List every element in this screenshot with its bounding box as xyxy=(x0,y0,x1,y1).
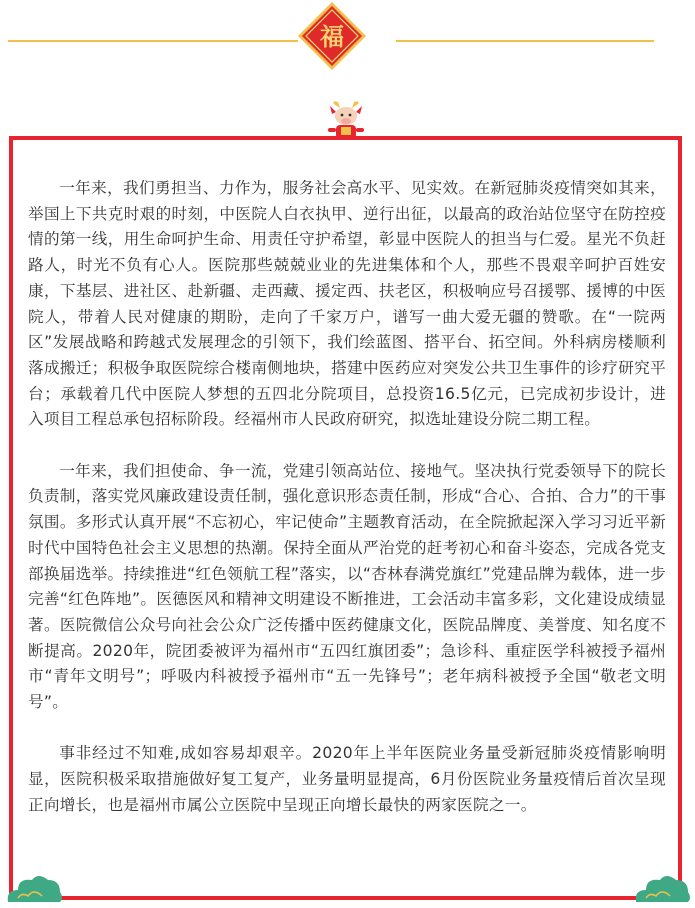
badge-char: 福 xyxy=(320,23,344,51)
fu-diamond-icon xyxy=(296,0,368,72)
header-divider-right xyxy=(396,40,654,42)
fu-badge xyxy=(296,0,368,72)
paragraph-2: 一年来，我们担使命、争一流，党建引领高站位、接地气。坚决执行党委领导下的院长负责制，落实党风廉政建设责任制，强化意识形态责任制，形成“合心、合拍、合力”的干事氛围。多形式认真开展“不忘初心，牢记使命”主题教育活动，在全院掀起深入学习习近平新时代中国特色社会主义思想的热潮。保持全面从严治党的赶考初心和奋斗姿态，完成各党支部换届选举。持续推进“红色领航工程”落实，以“杏林春满党旗红”党建品牌为载体，进一步完善“红色阵地”。医德医风和精神文明建设不断推进，工会活动丰富多彩，文化建设成绩显著。医院微信公众号向社会公众广泛传播中医药健康文化，医院品牌度、美誉度、知名度不断提高。2020年，院团委被评为福州市“五四红旗团委”；急诊科、重症医学科被授予福州市“青年文明号”；呼吸内科被授予福州市“五一先锋号”；老年病科被授予全国“敬老文明号”。 xyxy=(28,461,666,712)
paragraph-1: 一年来，我们勇担当、力作为，服务社会高水平、见实效。在新冠肺炎疫情突如其来，举国上下共克时艰的时刻，中医院人白衣执甲、逆行出征，以最高的政治站位坚守在防控疫情的第一线，用生命呵护生命、用责任守护希望，彰显中医院人的担当与仁爱。星光不负赶路人，时光不负有心人。医院那些兢兢业业的先进集体和个人，那些不畏艰辛呵护百姓安康，下基层、进社区、赴新疆、走西藏、援定西、扶老区，积极响应号召援鄂、援博的中医院人，带着人民对健康的期盼，走向了千家万户，谱写一曲大爱无疆的赞歌。在“一院两区”发展战略和跨越式发展理念的引领下，我们绘蓝图、搭平台、拓空间。外科病房楼顺利落成搬迁；积极争取医院综合楼南侧地块，搭建中医药应对突发公共卫生事件的诊疗研究平台；承载着几代中医院人梦想的五四北分院项目，总投资16.5亿元，已完成初步设计，进入项目工程总承包招标阶段。经福州市人民政府研究，拟选址建设分院二期工程。 xyxy=(28,179,666,429)
auspicious-cloud-icon-left xyxy=(4,868,64,904)
article-body xyxy=(28,176,666,844)
auspicious-cloud-icon-right xyxy=(632,868,692,904)
paragraph-3: 事非经过不知难,成如容易却艰辛。2020年上半年医院业务量受新冠肺炎疫情影响明显，医院积极采取措施做好复工复产，业务量明显提高，6月份医院业务量疫情后首次呈现正向增长，也是福州市属公立医院中呈现正向增长最快的两家医院之一。 xyxy=(28,744,666,814)
header-divider-left xyxy=(8,40,298,42)
